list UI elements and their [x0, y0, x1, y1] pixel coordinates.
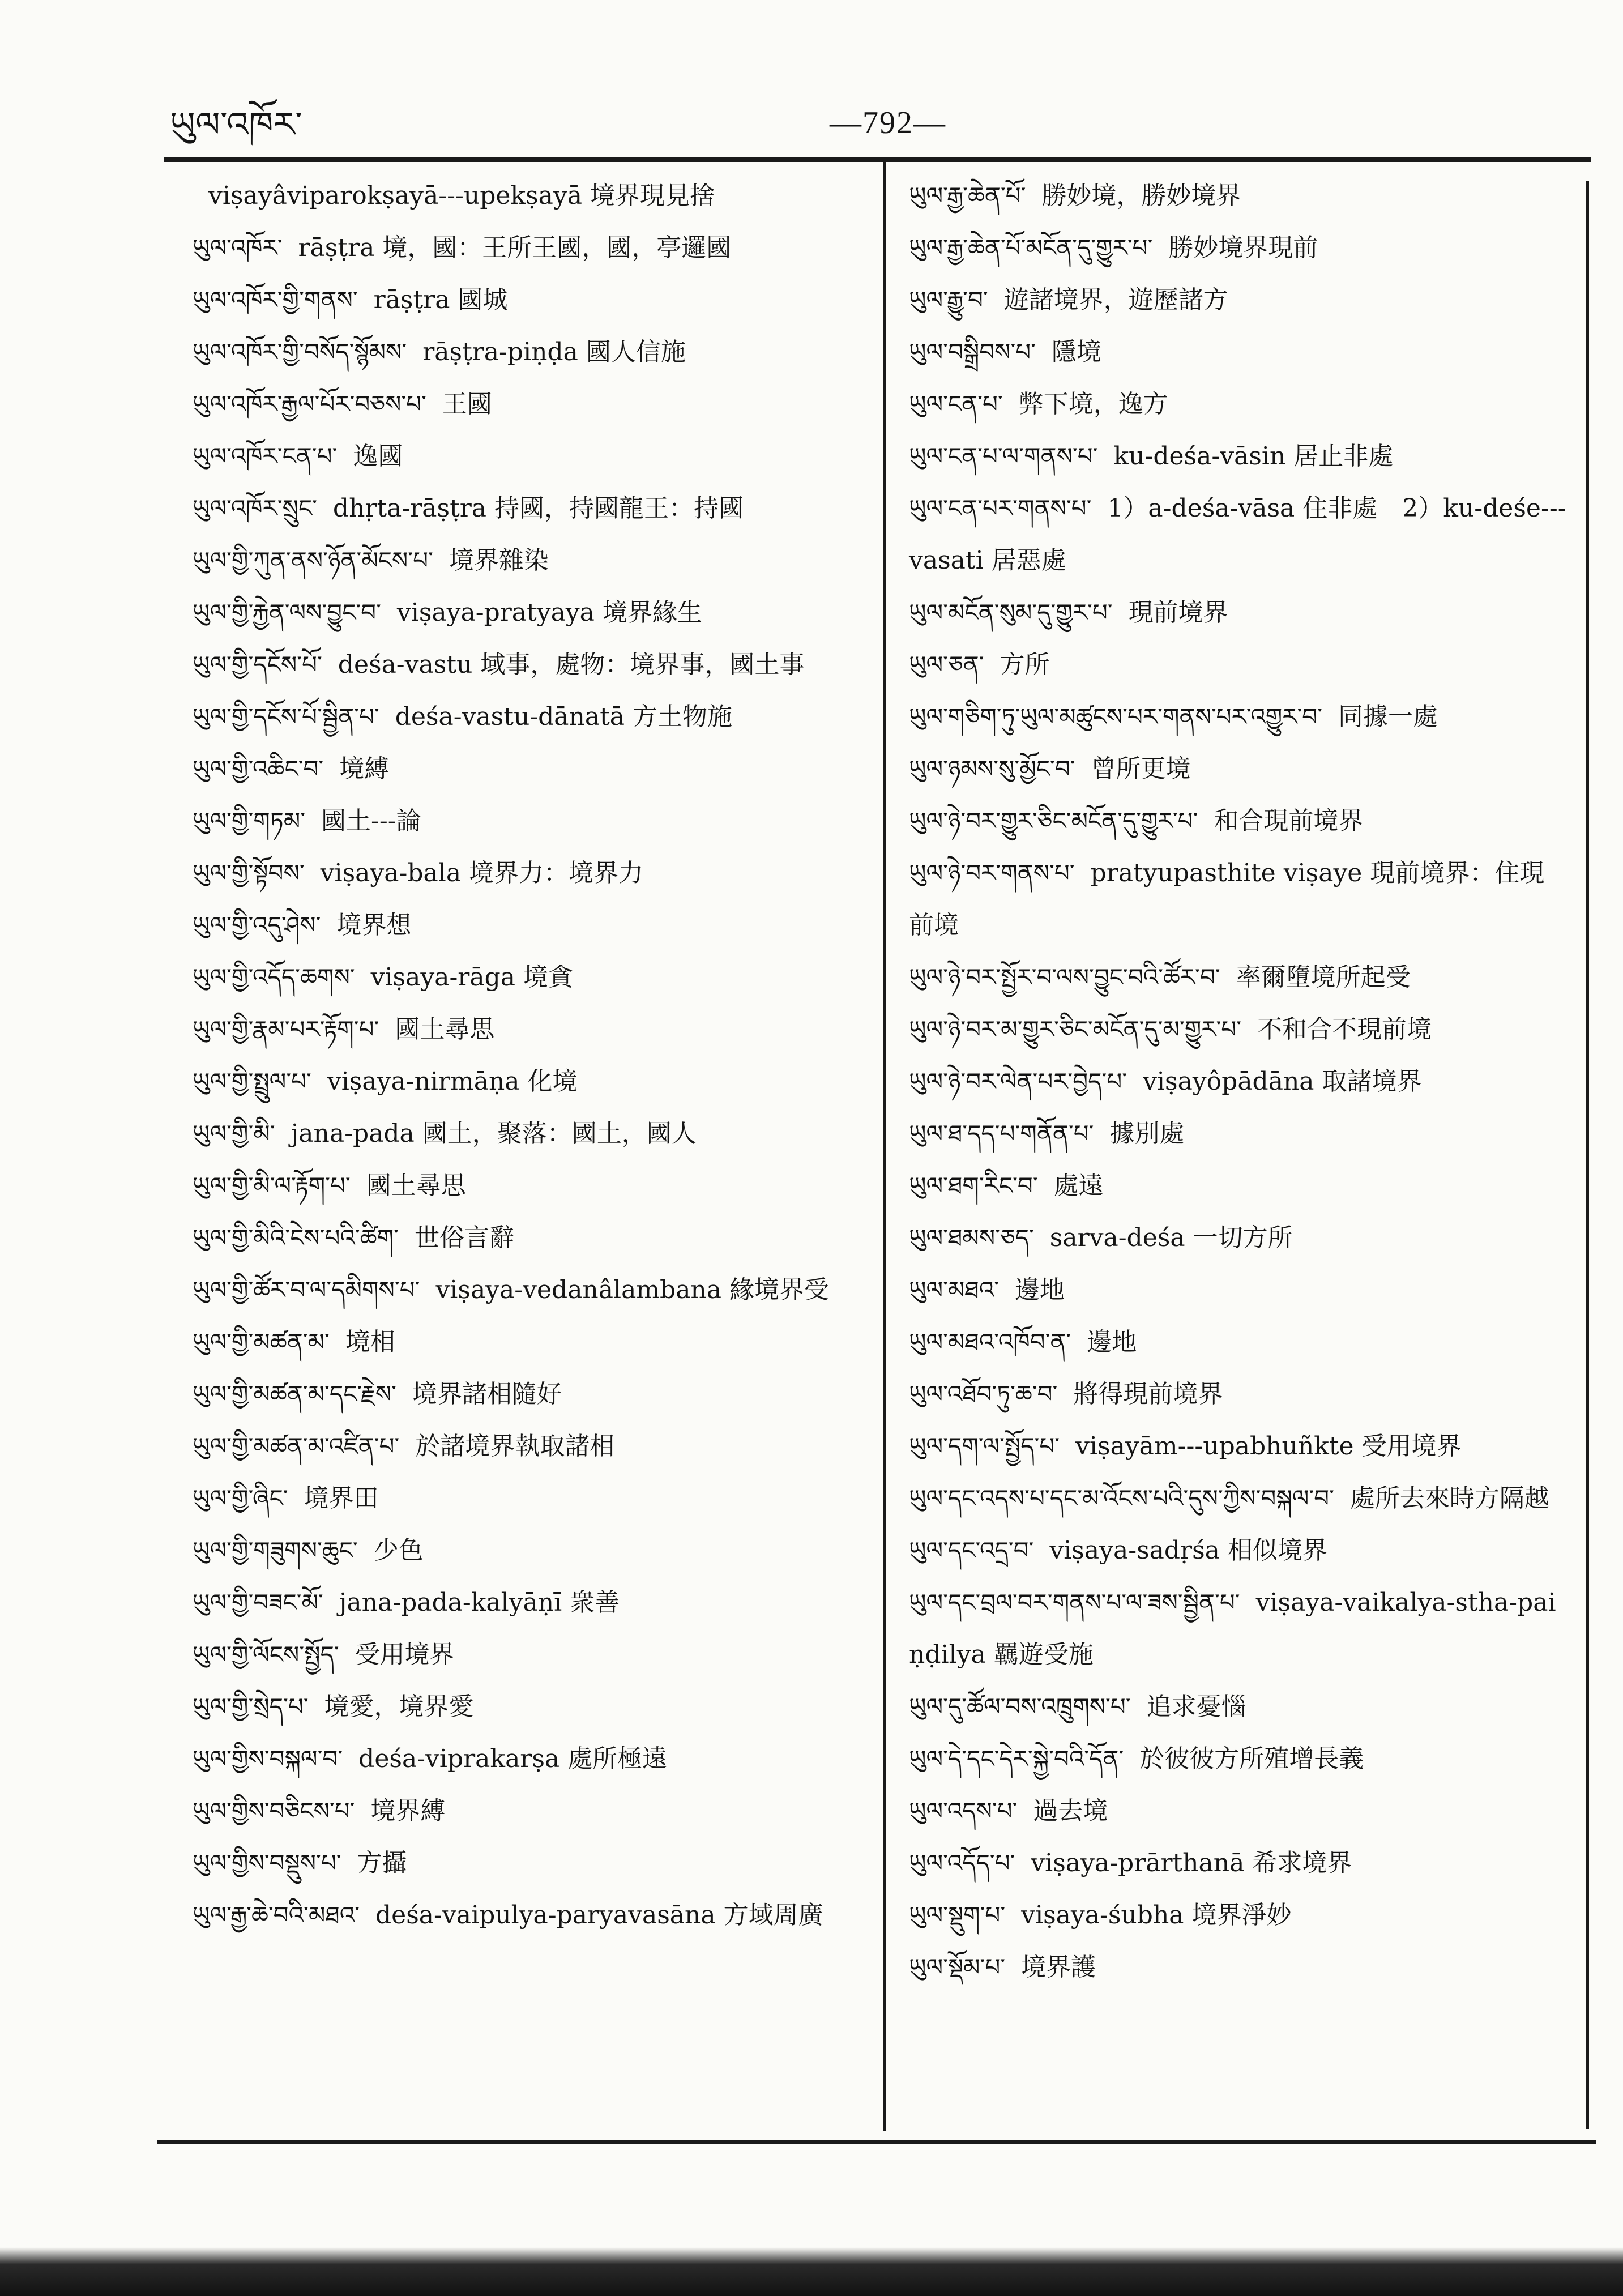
dictionary-entry	[193, 326, 861, 378]
dictionary-entry	[909, 1004, 1569, 1056]
dictionary-entry	[909, 847, 1569, 951]
dictionary-entry	[193, 1056, 861, 1108]
dictionary-entry	[193, 1785, 861, 1837]
dictionary-entry	[909, 1108, 1569, 1160]
tibetan-headword: ཡུལ་དང་བྲལ་བར་གནས་པ་ལ་ཟས་སྦྱིན་པ་	[909, 1589, 1240, 1616]
dictionary-entry	[909, 274, 1569, 326]
entry-definition: 追求憂惱	[1146, 1692, 1246, 1721]
tibetan-headword: ཡུལ་གྱིས་བསྐལ་བ་	[193, 1745, 343, 1773]
entry-definition: 境界田	[304, 1484, 379, 1513]
tibetan-headword: ཡུལ་གྱི་མཚན་མ་འཛིན་པ་	[193, 1432, 400, 1460]
entry-definition: viṣaya-śubha 境界淨妙	[1021, 1901, 1292, 1930]
top-rule	[164, 157, 1591, 162]
entry-definition: 於彼彼方所殖增長義	[1139, 1744, 1364, 1773]
tibetan-headword: ཡུལ་གྱི་འདོད་ཆགས་	[193, 963, 355, 991]
entry-definition: rāṣṭra 國城	[373, 285, 508, 314]
dictionary-entry	[909, 1473, 1569, 1525]
dictionary-entry	[909, 1733, 1569, 1785]
entry-definition: 於諸境界執取諸相	[415, 1432, 615, 1461]
tibetan-headword: ཡུལ་གྱི་མི་ལ་རྟོག་པ་	[193, 1172, 351, 1200]
dictionary-entry	[193, 1004, 861, 1056]
entry-definition: 率爾墮境所起受	[1236, 963, 1411, 992]
entry-definition: deśa-vastu 域事，處物：境界事，國土事	[338, 650, 805, 679]
tibetan-headword: ཡུལ་གྱི་རྣམ་པར་རྟོག་པ་	[193, 1015, 379, 1043]
dictionary-entry	[193, 1837, 861, 1889]
dictionary-entry	[193, 795, 861, 847]
entry-definition: 處所去來時方隔越	[1349, 1484, 1549, 1513]
tibetan-headword: ཡུལ་ཐ་དད་པ་གནོན་པ་	[909, 1120, 1094, 1147]
tibetan-headword: ཡུལ་དང་འདས་པ་དང་མ་འོངས་པའི་དུས་ཀྱིས་བསྐལ་བ་	[909, 1484, 1334, 1512]
tibetan-headword: ཡུལ་གྱི་འཆིང་བ་	[193, 755, 324, 783]
dictionary-entry	[193, 1525, 861, 1577]
tibetan-headword: ཡུལ་ཉེ་བར་གྱུར་ཅིང་མངོན་དུ་གྱུར་པ་	[909, 807, 1198, 835]
tibetan-headword: ཡུལ་གྱི་གཟུགས་ཆུང་	[193, 1537, 358, 1564]
entry-definition: 境界縛	[370, 1796, 446, 1825]
entry-definition: viṣaya-vaikalya-stha-paiṇḍilya 羈遊受施	[909, 1588, 1556, 1669]
tibetan-headword: ཡུལ་ཅན་	[909, 651, 984, 678]
tibetan-headword: ཡུལ་ཉེ་བར་སྤྱོར་བ་ལས་བྱུང་བའི་ཚོར་བ་	[909, 963, 1220, 991]
tibetan-headword: ཡུལ་གྱི་ཞིང་	[193, 1484, 288, 1512]
entry-definition: sarva-deśa 一切方所	[1049, 1223, 1293, 1252]
entry-definition: 弊下境，逸方	[1018, 390, 1168, 419]
left-column	[193, 170, 861, 1941]
entry-definition: 和合現前境界	[1214, 806, 1364, 835]
dictionary-entry	[909, 1056, 1569, 1108]
dictionary-entry	[193, 1108, 861, 1160]
tibetan-headword: ཡུལ་སྡོམ་པ་	[909, 1953, 1006, 1981]
entry-definition: 勝妙境，勝妙境界	[1041, 181, 1241, 210]
tibetan-headword: ཡུལ་འཁོར་གྱི་གནས་	[193, 286, 358, 314]
page-number: —792—	[830, 105, 946, 140]
dictionary-entry	[909, 1316, 1569, 1368]
dictionary-entry	[193, 1368, 861, 1420]
dictionary-entry	[909, 430, 1569, 483]
entry-definition: 勝妙境界現前	[1168, 233, 1318, 262]
tibetan-headword: ཡུལ་གྱི་མིའི་ངེས་པའི་ཚིག་	[193, 1224, 399, 1252]
dictionary-entry	[909, 1941, 1569, 1994]
column-divider	[883, 160, 886, 2131]
tibetan-headword: ཡུལ་འཁོར་གྱི་བསོད་སྙོམས་	[193, 338, 407, 366]
dictionary-entry	[193, 743, 861, 795]
dictionary-entry	[909, 1525, 1569, 1577]
entry-definition: 逸國	[353, 442, 403, 471]
tibetan-headword: ཡུལ་གཅིག་ཏུ་ཡུལ་མཚུངས་པར་གནས་པར་འགྱུར་བ་	[909, 703, 1323, 731]
dictionary-entry	[193, 1420, 861, 1473]
dictionary-entry	[193, 1733, 861, 1785]
dictionary-entry	[193, 1577, 861, 1629]
tibetan-headword: ཡུལ་འདོད་པ་	[909, 1849, 1015, 1877]
tibetan-headword: ཡུལ་གྱི་ཀུན་ནས་ཉོན་མོངས་པ་	[193, 547, 433, 574]
tibetan-headword: ཡུལ་ཉེ་བར་ལེན་པར་བྱེད་པ་	[909, 1068, 1127, 1095]
tibetan-headword: ཡུལ་འཁོར་ངན་པ་	[193, 442, 338, 470]
entry-definition: 王國	[442, 390, 492, 419]
entry-definition: 不和合不現前境	[1257, 1015, 1432, 1044]
entry-definition: 境界護	[1021, 1953, 1096, 1982]
entry-definition: 將得現前境界	[1073, 1380, 1223, 1409]
entry-definition: dhṛta-rāṣṭra 持國，持國龍王：持國	[332, 494, 744, 523]
entry-definition: deśa-vastu-dānatā 方土物施	[395, 702, 733, 731]
dictionary-entry	[193, 430, 861, 483]
dictionary-entry	[909, 639, 1569, 691]
tibetan-headword: ཡུལ་རྒྱུ་བ་	[909, 286, 988, 314]
dictionary-entry	[193, 1264, 861, 1316]
entry-definition: 遊諸境界，遊歷諸方	[1003, 285, 1228, 314]
entry-definition: 世俗言辭	[414, 1223, 514, 1252]
dictionary-entry	[193, 691, 861, 743]
dictionary-entry	[193, 1160, 861, 1212]
entry-definition: 1）a-deśa-vāsa 住非處 2）ku-deśe---vasati 居惡處	[909, 494, 1566, 575]
entry-definition: viṣaya-vedanâlambana 緣境界受	[435, 1275, 829, 1304]
tibetan-headword: ཡུལ་དུ་ཚོལ་བས་འཁྲུགས་པ་	[909, 1693, 1131, 1721]
dictionary-entry	[193, 1889, 861, 1941]
entry-definition: 境縛	[339, 754, 390, 783]
dictionary-entry	[193, 951, 861, 1004]
tibetan-headword: ཡུལ་གྱི་སྤྲུལ་པ་	[193, 1068, 311, 1095]
entry-definition: 邊地	[1015, 1275, 1065, 1304]
entry-definition: 受用境界	[355, 1640, 455, 1669]
tibetan-headword: ཡུལ་ཉེ་བར་མ་གྱུར་ཅིང་མངོན་དུ་མ་གྱུར་པ་	[909, 1015, 1242, 1043]
dictionary-entry	[909, 222, 1569, 274]
entry-definition: viṣaya-bala 境界力：境界力	[320, 859, 644, 887]
tibetan-headword: ཡུལ་སྡུག་པ་	[909, 1901, 1006, 1929]
entry-definition: 境界諸相隨好	[412, 1380, 562, 1409]
tibetan-headword: ཡུལ་གྱི་མི་	[193, 1120, 275, 1147]
tibetan-headword: ཡུལ་ངན་པ་	[909, 390, 1003, 418]
entry-definition: jana-pada-kalyāṇī 衆善	[339, 1588, 620, 1617]
dictionary-entry	[193, 483, 861, 535]
dictionary-entry	[909, 587, 1569, 639]
entry-definition: pratyupasthite viṣaye 現前境界：住現前境	[909, 859, 1545, 940]
tibetan-headword: ཡུལ་འཁོར་	[193, 234, 283, 262]
dictionary-entry	[193, 1473, 861, 1525]
tibetan-headword: ཡུལ་གྱི་དངོས་པོ་སྦྱིན་པ་	[193, 703, 379, 731]
dictionary-entry	[193, 899, 861, 951]
tibetan-headword: ཡུལ་གྱི་མཚན་མ་དང་རྗེས་	[193, 1380, 396, 1408]
dictionary-entry	[193, 274, 861, 326]
tibetan-headword: ཡུལ་རྒྱ་ཆེན་པོ་	[909, 182, 1026, 210]
dictionary-entry	[193, 1212, 861, 1264]
entry-definition: rāṣṭra-piṇḍa 國人信施	[422, 338, 686, 366]
tibetan-headword: ཡུལ་གྱིས་བཅིངས་པ་	[193, 1797, 355, 1825]
tibetan-headword: ཡུལ་གྱི་སྲེད་པ་	[193, 1693, 309, 1721]
dictionary-entry	[909, 1368, 1569, 1420]
tibetan-headword: ཡུལ་ཐག་རིང་བ་	[909, 1172, 1038, 1200]
tibetan-headword: ཡུལ་གྱི་རྐྱེན་ལས་བྱུང་བ་	[193, 599, 381, 626]
tibetan-headword: ཡུལ་རྒྱ་ཆེ་བའི་མཐའ་	[193, 1901, 360, 1929]
dictionary-entry	[909, 483, 1569, 587]
entry-definition: viṣaya-nirmāṇa 化境	[327, 1067, 578, 1096]
tibetan-headword: ཡུལ་གྱི་དངོས་པོ་	[193, 651, 322, 678]
dictionary-entry	[909, 1577, 1569, 1681]
tibetan-headword: ཡུལ་ཉེ་བར་གནས་པ་	[909, 859, 1075, 887]
dictionary-entry	[909, 951, 1569, 1004]
dictionary-entry	[909, 1681, 1569, 1733]
dictionary-entry	[909, 378, 1569, 430]
entry-definition: viṣaya-sadṛśa 相似境界	[1049, 1536, 1327, 1565]
dictionary-entry	[909, 1420, 1569, 1473]
tibetan-headword: ཡུལ་ཉམས་སུ་མྱོང་བ་	[909, 755, 1075, 783]
tibetan-headword: ཡུལ་འཁོར་རྒྱལ་པོར་བཅས་པ་	[193, 390, 426, 418]
entry-definition: ku-deśa-vāsin 居止非處	[1113, 442, 1394, 471]
dictionary-entry	[193, 378, 861, 430]
dictionary-entry	[909, 170, 1569, 222]
tibetan-headword: ཡུལ་མངོན་སུམ་དུ་གྱུར་པ་	[909, 599, 1113, 626]
tibetan-headword: ཡུལ་རྒྱ་ཆེན་པོ་མངོན་དུ་གྱུར་པ་	[909, 234, 1153, 262]
tibetan-headword: ཡུལ་གྱིས་བསྡུས་པ་	[193, 1849, 341, 1877]
entry-definition: 現前境界	[1128, 598, 1228, 627]
tibetan-headword: ཡུལ་གྱི་ཚོར་བ་ལ་དམིགས་པ་	[193, 1276, 420, 1304]
dictionary-entry	[909, 743, 1569, 795]
tibetan-headword: ཡུལ་གྱི་ལོངས་སྤྱོད་	[193, 1641, 339, 1668]
dictionary-entry	[909, 1837, 1569, 1889]
entry-definition: 境界雜染	[449, 546, 549, 575]
tibetan-headword: ཡུལ་ཐམས་ཅད་	[909, 1224, 1034, 1252]
dictionary-entry	[193, 1316, 861, 1368]
entry-definition: 少色	[373, 1536, 424, 1565]
tibetan-headword: ཡུལ་གྱི་འདུ་ཤེས་	[193, 911, 321, 939]
entry-definition: 方攝	[357, 1849, 407, 1877]
entry-definition: viṣayâviparokṣayā---upekṣayā 境界現見捨	[208, 181, 715, 210]
entry-definition: 國土---論	[321, 806, 421, 835]
entry-definition: viṣaya-rāga 境貪	[370, 963, 573, 992]
entry-definition: 同據一處	[1338, 702, 1438, 731]
entry-definition: 境界想	[336, 911, 412, 940]
tibetan-headword: ཡུལ་གྱི་མཚན་མ་	[193, 1328, 330, 1356]
dictionary-entry	[909, 1785, 1569, 1837]
entry-definition: deśa-vaipulya-paryavasāna 方域周廣	[375, 1901, 823, 1930]
entry-definition: 隱境	[1052, 338, 1102, 366]
tibetan-headword: ཡུལ་འཐོབ་ཏུ་ཆ་བ་	[909, 1380, 1058, 1408]
entry-definition: 境愛，境界愛	[324, 1692, 474, 1721]
tibetan-headword: ཡུལ་མཐའ་	[909, 1276, 1000, 1304]
entry-definition: 據別處	[1109, 1119, 1185, 1148]
dictionary-entry	[193, 639, 861, 691]
entry-definition: rāṣṭra 境，國：王所王國，國，亭邏國	[298, 233, 732, 262]
entry-definition: viṣaya-pratyaya 境界緣生	[396, 598, 702, 627]
entry-definition: viṣaya-prārthanā 希求境界	[1031, 1849, 1352, 1877]
right-border	[1586, 181, 1589, 2129]
dictionary-entry	[193, 535, 861, 587]
scan-edge	[0, 2247, 1623, 2296]
entry-definition: 國土尋思	[366, 1171, 466, 1200]
entry-definition: jana-pada 國土，聚落：國土，國人	[291, 1119, 697, 1148]
entry-definition: viṣayôpādāna 取諸境界	[1143, 1067, 1422, 1096]
tibetan-headword: ཡུལ་དག་ལ་སྤྱོད་པ་	[909, 1432, 1060, 1460]
dictionary-entry	[193, 1629, 861, 1681]
entry-definition: 境相	[345, 1328, 395, 1356]
bottom-rule	[157, 2140, 1596, 2144]
tibetan-headword: ཡུལ་འདས་པ་	[909, 1797, 1018, 1825]
tibetan-headword: ཡུལ་འཁོར་སྲུང་	[193, 494, 317, 522]
tibetan-headword: ཡུལ་བསྒྲིབས་པ་	[909, 338, 1036, 366]
entry-definition: viṣayām---upabhuñkte 受用境界	[1075, 1432, 1462, 1461]
tibetan-headword: ཡུལ་གྱི་སྟོབས་	[193, 859, 305, 887]
right-column	[909, 170, 1569, 1994]
entry-definition: 曾所更境	[1091, 754, 1191, 783]
dictionary-entry	[193, 170, 861, 222]
entry-definition: 過去境	[1033, 1796, 1108, 1825]
entry-definition: deśa-viprakarṣa 處所極遠	[358, 1744, 668, 1773]
tibetan-headword: ཡུལ་གྱི་གཏམ་	[193, 807, 306, 835]
dictionary-entry	[909, 691, 1569, 743]
entry-definition: 方所	[1000, 650, 1050, 679]
entry-definition: 處遠	[1053, 1171, 1104, 1200]
entry-definition: 國土尋思	[395, 1015, 495, 1044]
tibetan-headword: ཡུལ་དང་འདྲ་བ་	[909, 1537, 1034, 1564]
dictionary-entry	[909, 1889, 1569, 1941]
tibetan-headword: ཡུལ་དེ་དང་དེར་སྐྱེ་བའི་དོན་	[909, 1745, 1124, 1773]
dictionary-entry	[193, 847, 861, 899]
dictionary-entry	[193, 1681, 861, 1733]
running-head: ཡུལ་འཁོར་	[170, 104, 302, 145]
dictionary-entry	[909, 1212, 1569, 1264]
tibetan-headword: ཡུལ་མཐའ་འཁོབ་ན་	[909, 1328, 1071, 1356]
dictionary-entry	[909, 326, 1569, 378]
dictionary-entry	[193, 222, 861, 274]
tibetan-headword: ཡུལ་ངན་པར་གནས་པ་	[909, 494, 1092, 522]
dictionary-entry	[909, 1160, 1569, 1212]
dictionary-entry	[909, 795, 1569, 847]
dictionary-entry	[193, 587, 861, 639]
tibetan-headword: ཡུལ་ངན་པ་ལ་གནས་པ་	[909, 442, 1098, 470]
tibetan-headword: ཡུལ་གྱི་བཟང་མོ་	[193, 1589, 323, 1616]
dictionary-entry	[909, 1264, 1569, 1316]
entry-definition: 邊地	[1087, 1328, 1137, 1356]
